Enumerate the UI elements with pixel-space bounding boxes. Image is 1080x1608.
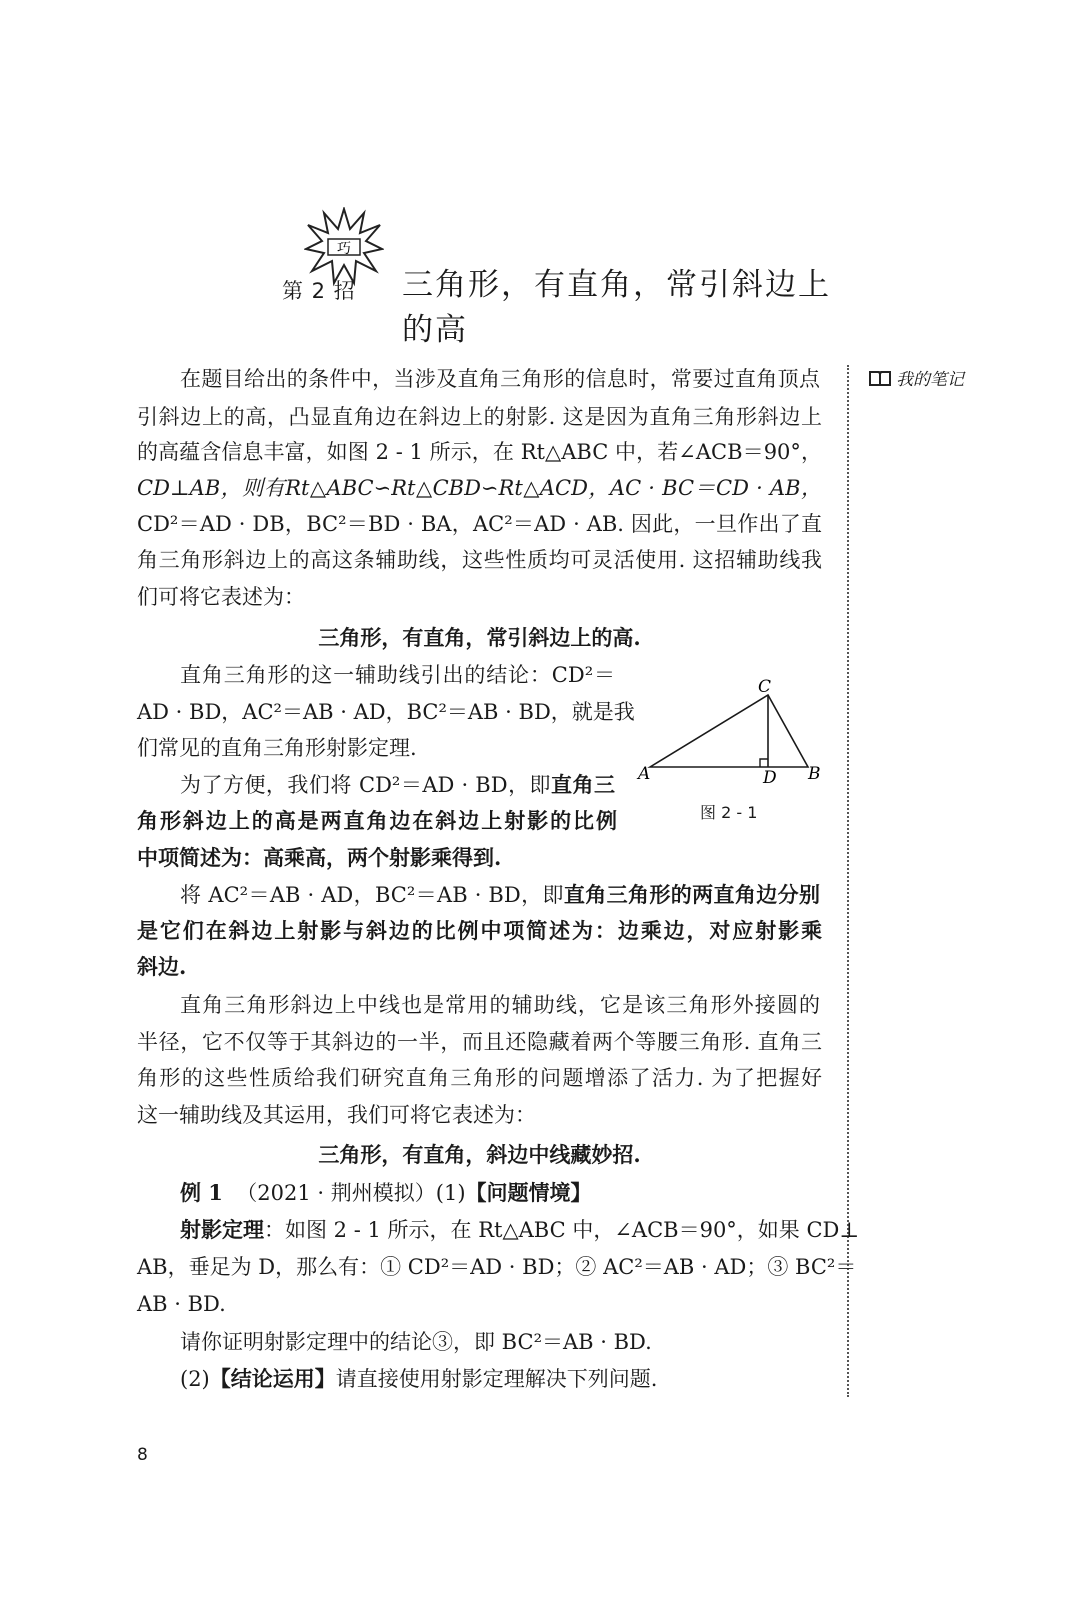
notes-text: 我的笔记 bbox=[896, 370, 964, 390]
example-heading: 例 1 （2021 · 荆州模拟）(1)【问题情境】 bbox=[180, 1180, 592, 1205]
p2-line-2: AD · BD，AC²＝AB · AD，BC²＝AB · BD，就是我 bbox=[137, 700, 635, 724]
label-B: B bbox=[808, 764, 821, 784]
chapter-title: 三角形，有直角，常引斜边上的高 bbox=[402, 267, 831, 348]
p5-line-1: 直角三角形斜边上中线也是常用的辅助线，它是该三角形外接圆的 bbox=[180, 993, 820, 1017]
p5-line-3: 角形的这些性质给我们研究直角三角形的问题增添了活力. 为了把握好 bbox=[137, 1066, 822, 1090]
p1-line-6: 角三角形斜边上的高这条辅助线，这些性质均可灵活使用. 这招辅助线我 bbox=[137, 548, 822, 572]
p3-line-3: 中项简述为：高乘高，两个射影乘得到. bbox=[137, 845, 502, 870]
p5-line-2: 半径，它不仅等于其斜边的一半，而且还隐藏着两个等腰三角形. 直角三 bbox=[137, 1030, 822, 1054]
book-icon bbox=[869, 370, 891, 386]
p4-line-2: 是它们在斜边上射影与斜边的比例中项简述为：边乘边，对应射影乘 bbox=[137, 918, 822, 943]
p4-line-3: 斜边. bbox=[137, 954, 187, 979]
p1-line-3: 的高蕴含信息丰富，如图 2 - 1 所示，在 Rt△ABC 中，若∠ACB＝90°， bbox=[137, 440, 822, 464]
p4-line-1: 将 AC²＝AB · AD，BC²＝AB · BD，即直角三角形的两直角边分别 bbox=[180, 882, 821, 907]
p1-line-5: CD²＝AD · DB，BC²＝BD · BA，AC²＝AD · AB. 因此，一旦作出了直 bbox=[137, 512, 822, 536]
margin-divider bbox=[847, 365, 849, 1397]
p1-line-7: 们可将它表述为： bbox=[137, 585, 305, 609]
motto-2: 三角形，有直角，斜边中线藏妙招. bbox=[318, 1142, 641, 1167]
theorem-line-2: AB，垂足为 D，那么有：① CD²＝AD · BD；② AC²＝AB · AD；③ BC²＝ bbox=[137, 1255, 857, 1279]
question-line: 请你证明射影定理中的结论③，即 BC²＝AB · BD. bbox=[180, 1330, 652, 1354]
theorem-line-3: AB · BD. bbox=[137, 1292, 226, 1316]
label-D: D bbox=[763, 768, 777, 788]
p1-line-2: 引斜边上的高，凸显直角边在斜边上的射影. 这是因为直角三角形斜边上 bbox=[137, 405, 822, 429]
page-number: 8 bbox=[137, 1445, 148, 1465]
triangle-abc bbox=[650, 695, 808, 767]
motto-1: 三角形，有直角，常引斜边上的高. bbox=[318, 625, 641, 650]
svg-text:巧: 巧 bbox=[337, 241, 351, 257]
p1-line-4: CD⊥AB，则有Rt△ABC∽Rt△CBD∽Rt△ACD，AC · BC＝CD · AB， bbox=[137, 476, 822, 500]
p3-line-2: 角形斜边上的高是两直角边在斜边上射影的比例 bbox=[137, 808, 617, 833]
chapter-header bbox=[282, 241, 842, 348]
theorem-line-1: 射影定理：如图 2 - 1 所示，在 Rt△ABC 中，∠ACB＝90°，如果 CD⊥ bbox=[180, 1217, 860, 1242]
p5-line-4: 这一辅助线及其运用，我们可将它表述为： bbox=[137, 1103, 536, 1127]
p2-line-1: 直角三角形的这一辅助线引出的结论：CD²＝ bbox=[180, 663, 615, 687]
label-C: C bbox=[758, 677, 772, 697]
notes-label bbox=[869, 365, 964, 390]
figure-caption: 图 2 - 1 bbox=[700, 803, 758, 822]
chapter-number: 第 2 招 bbox=[282, 279, 356, 303]
right-angle-mark bbox=[760, 759, 768, 767]
p2-line-3: 们常见的直角三角形射影定理. bbox=[137, 736, 417, 760]
label-A: A bbox=[638, 764, 651, 784]
p3-line-1: 为了方便，我们将 CD²＝AD · BD，即直角三 bbox=[180, 772, 615, 797]
p1-line-1: 在题目给出的条件中，当涉及直角三角形的信息时，常要过直角顶点 bbox=[180, 367, 820, 391]
part-2-line: (2)【结论运用】请直接使用射影定理解决下列问题. bbox=[180, 1366, 658, 1391]
